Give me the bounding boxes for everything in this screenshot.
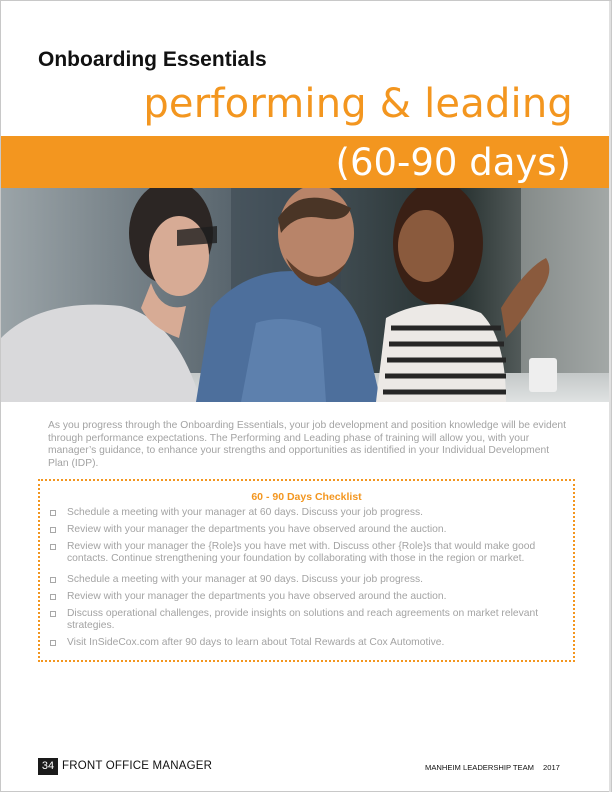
checklist-item: Review with your manager the {Role}s you have met with. Discuss other {Role}s that would make good contacts. Continue strengthening your foundation by collaborating with those in the region or market. — [40, 541, 573, 574]
team-meeting-photo — [1, 188, 609, 402]
checkbox-icon — [50, 577, 56, 583]
checklist-title: 60 - 90 Days Checklist — [251, 491, 362, 503]
checkbox-icon — [50, 527, 56, 533]
checkbox-icon — [50, 611, 56, 617]
footer-team-label — [425, 763, 560, 772]
page-edge-rule — [609, 1, 611, 792]
checklist-item: Review with your manager the departments you have observed around the auction. — [40, 591, 573, 608]
checklist-box — [38, 479, 575, 662]
checkbox-icon — [50, 594, 56, 600]
section-title: Onboarding Essentials — [38, 48, 267, 71]
page-number: 34 — [38, 758, 58, 775]
checklist-item: Discuss operational challenges, provide insights on solutions and reach agreements on market relevant strategies. — [40, 608, 573, 637]
checklist — [40, 507, 573, 654]
footer-year: 2017 — [543, 763, 560, 772]
intro-paragraph: As you progress through the Onboarding Essentials, your job development and position knowledge will be evident through performance expectations. The Performing and Leading phase of training will allow you, with your manager’s guidance, to enhance your strengths and opportunities as identified in your Individual Development Plan (IDP). — [48, 420, 567, 469]
phase-days-label: (60-90 days) — [335, 141, 571, 184]
checkbox-icon — [50, 544, 56, 550]
checkbox-icon — [50, 510, 56, 516]
checklist-item: Schedule a meeting with your manager at 60 days. Discuss your job progress. — [40, 507, 573, 524]
checkbox-icon — [50, 640, 56, 646]
footer-role-title: FRONT OFFICE MANAGER — [62, 760, 213, 772]
checklist-item: Review with your manager the departments you have observed around the auction. — [40, 524, 573, 541]
footer-team-name: MANHEIM LEADERSHIP TEAM — [425, 763, 535, 772]
phase-title: performing & leading — [143, 81, 573, 127]
checklist-item: Schedule a meeting with your manager at 90 days. Discuss your job progress. — [40, 574, 573, 591]
checklist-item: Visit InSideCox.com after 90 days to learn about Total Rewards at Cox Automotive. — [40, 637, 573, 654]
